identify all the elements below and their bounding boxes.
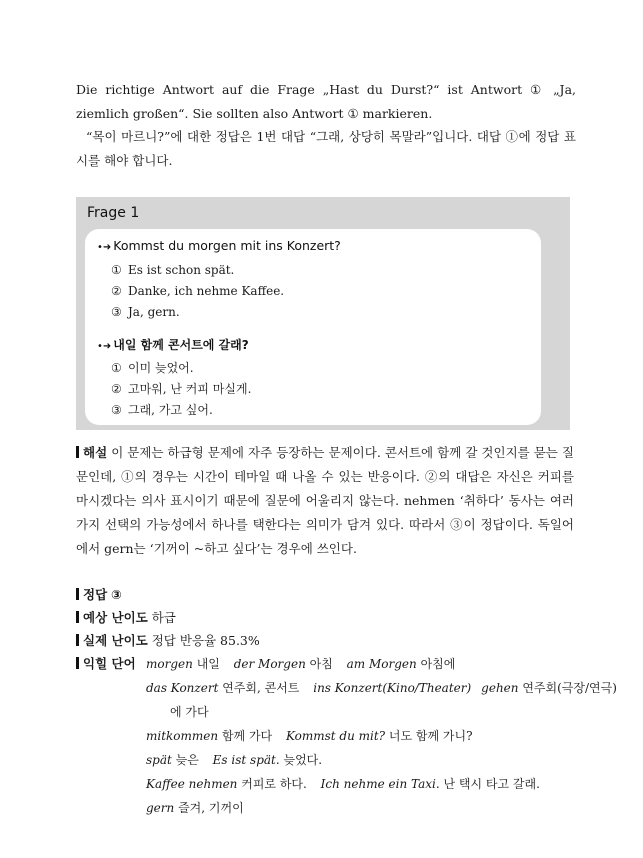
vocab-line: Kaffee nehmen 커피로 하다. Ich nehme ein Taxi. 난 택시 타고 갈래.	[146, 777, 540, 791]
arrow-icon: •➜	[97, 242, 112, 253]
option-de-1: ① Es ist schon spät.	[111, 263, 235, 277]
section-bar	[76, 611, 79, 623]
actual-difficulty-value: 정답 반응율 85.3%	[151, 633, 260, 648]
answer-row: 정답 ③	[76, 583, 260, 606]
explanation	[76, 441, 574, 561]
explanation-label: 해설	[83, 445, 108, 460]
question-korean: •➜ 내일 함께 콘서트에 갈래?	[97, 338, 249, 352]
vocab-line: 에 가다	[170, 705, 209, 719]
expected-difficulty-value: 하급	[151, 610, 176, 625]
answer-value: ③	[111, 587, 122, 602]
expected-difficulty-row: 예상 난이도 하급	[76, 606, 260, 629]
question-box	[76, 197, 570, 430]
option-ko-1: ① 이미 늦었어.	[111, 361, 194, 375]
vocab-line: mitkommen 함께 가다 Kommst du mit? 너도 함께 가니?	[146, 729, 473, 743]
vocab-line: das Konzert 연주회, 콘서트 ins Konzert(Kino/Theater) gehen 연주회(극장/연극)	[146, 681, 617, 695]
section-bar	[76, 588, 79, 600]
vocab-list	[146, 652, 617, 820]
option-de-2: ② Danke, ich nehme Kaffee.	[111, 284, 285, 298]
option-ko-3: ③ 그래, 가고 싶어.	[111, 403, 213, 417]
question-card	[85, 229, 541, 425]
intro-korean: “목이 마르니?”에 대한 정답은 1번 대답 “그래, 상당히 목말라”입니다. 대답 ①에 정답 표시를 해야 합니다.	[76, 129, 576, 168]
explanation-text: 이 문제는 하급형 문제에 자주 등장하는 문제이다. 콘서트에 함께 갈 것인지를 묻는 질문인데, ①의 경우는 시간이 테마일 때 나올 수 있는 반응이다. ②의 대답은 자신은 커피를 마시겠다는 의사 표시이기 때문에 질문에 어울리지 않는다. nehmen ‘취하다’ 동사는 여러 가지 선택의 가능성에서 하나를 택한다는 의미가 담겨 있다. 따라서 ③이 정답이다. 독일어에서 gern는 ‘기꺼이 ~하고 싶다’는 경우에 쓰인다.	[76, 445, 574, 556]
option-ko-2: ② 고마워, 난 커피 마실게.	[111, 382, 252, 396]
facts-list	[76, 583, 260, 652]
vocab-label: 익힐 단어	[76, 652, 136, 676]
vocab-line: gern 즐겨, 기꺼이	[146, 801, 244, 815]
question-title: Frage 1	[87, 205, 140, 221]
intro-text	[76, 78, 576, 172]
vocab-line: morgen 내일 der Morgen 아침 am Morgen 아침에	[146, 657, 456, 671]
intro-german: Die richtige Antwort auf die Frage „Hast du Durst?“ ist Antwort ① „Ja, ziemlich großen“. Sie sollten also Antwort ① markieren.	[76, 82, 576, 121]
section-bar	[76, 634, 79, 646]
option-de-3: ③ Ja, gern.	[111, 305, 180, 319]
section-bar	[76, 446, 79, 458]
section-bar	[76, 657, 79, 669]
vocab-line: spät 늦은 Es ist spät. 늦었다.	[146, 753, 323, 767]
arrow-icon: •➜	[97, 341, 112, 352]
actual-difficulty-row: 실제 난이도 정답 반응율 85.3%	[76, 629, 260, 652]
question-german: •➜ Kommst du morgen mit ins Konzert?	[97, 238, 341, 253]
